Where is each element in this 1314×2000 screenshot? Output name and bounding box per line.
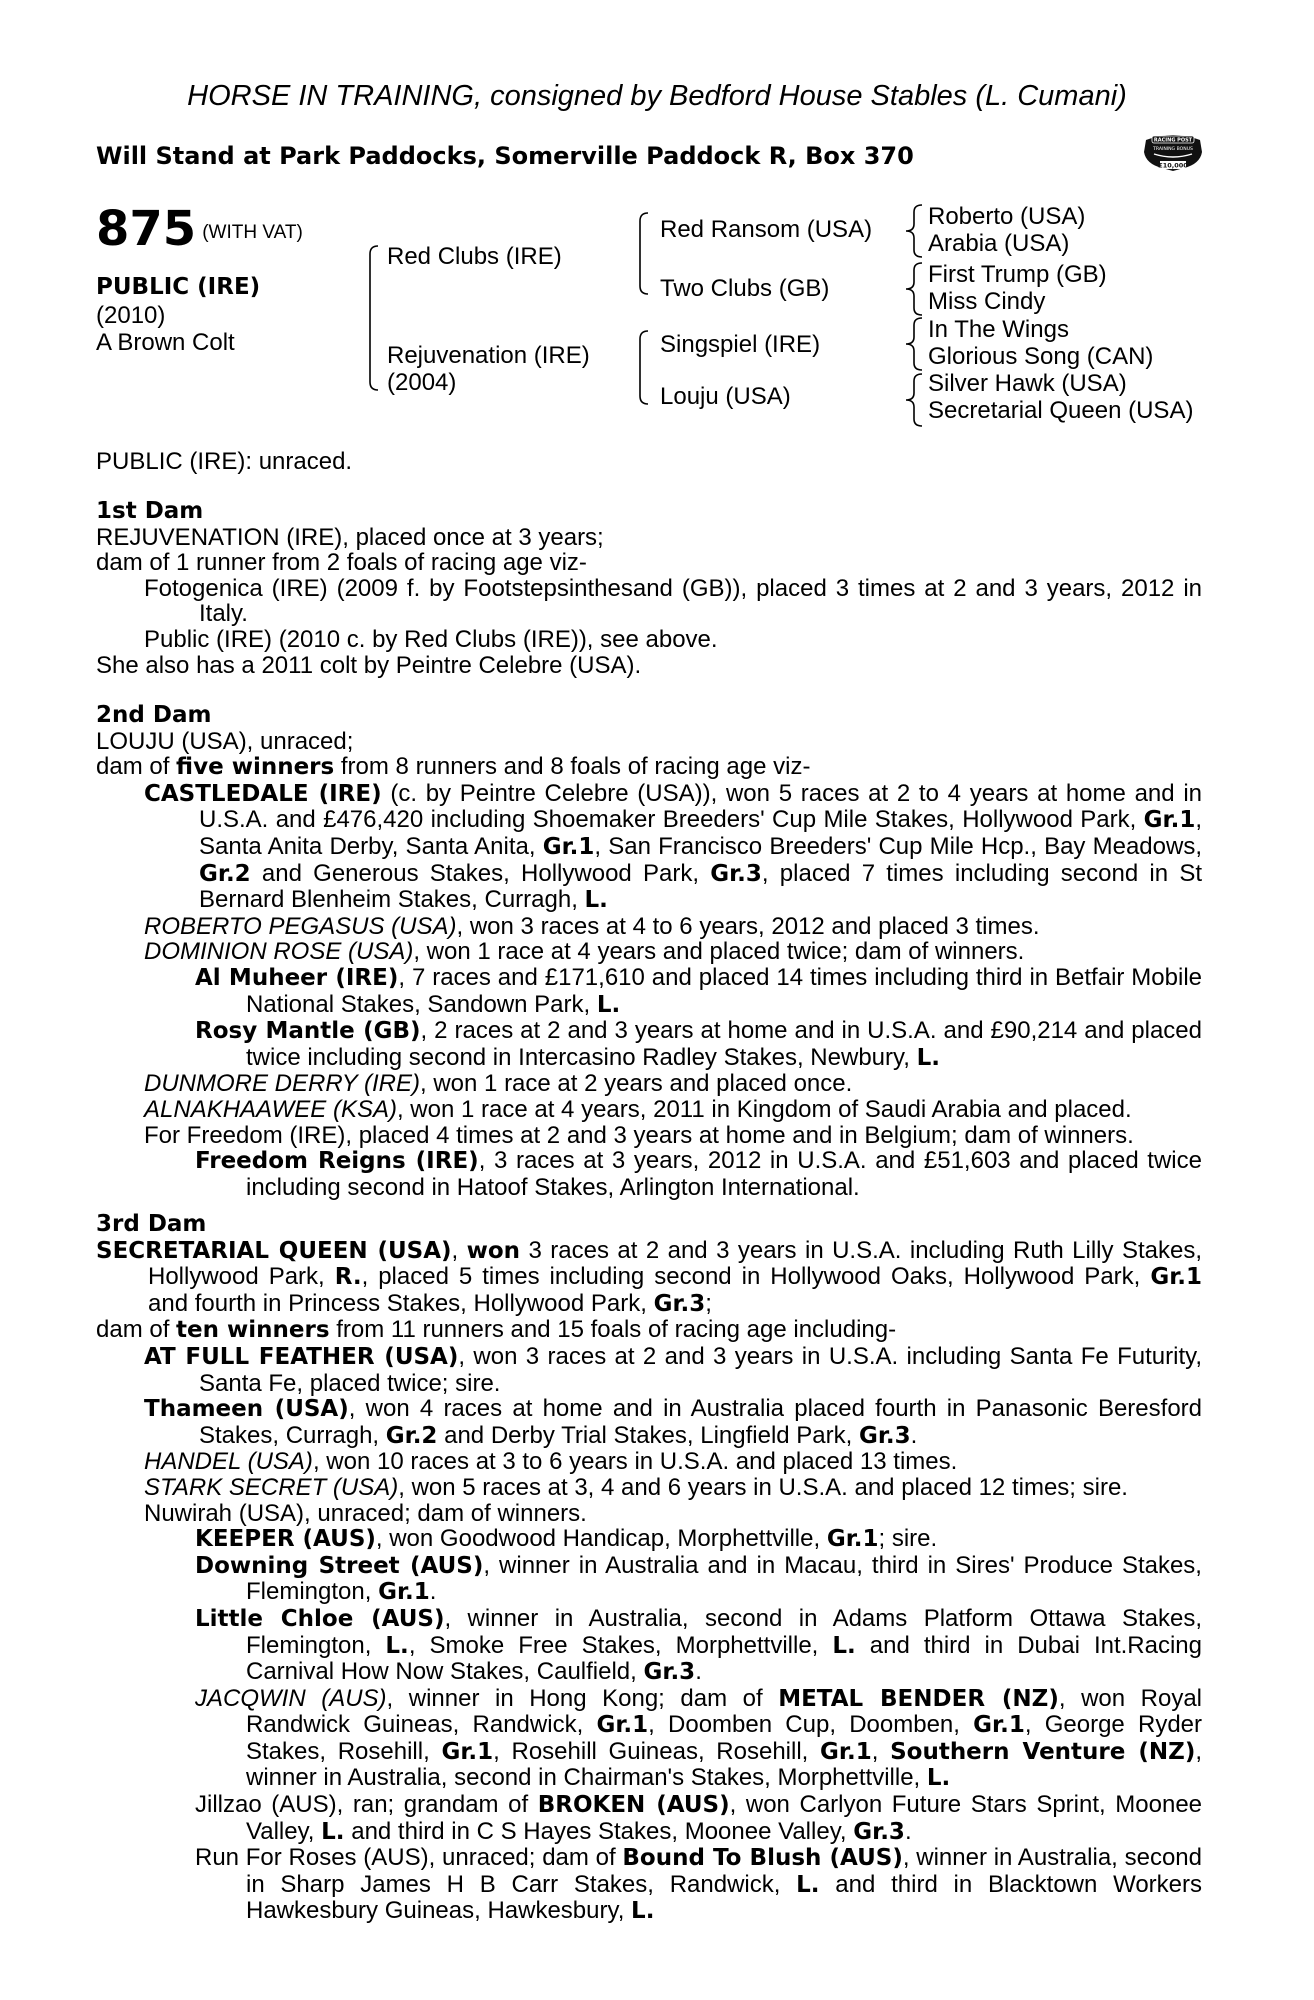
produce-entry: Downing Street (AUS), winner in Australia and in Macau, third in Sires' Produce Stakes, Flemington, Gr.1.	[195, 1551, 1202, 1606]
produce-entry: KEEPER (AUS), won Goodwood Handicap, Morphettville, Gr.1; sire.	[195, 1525, 938, 1553]
first-dam-line: Public (IRE) (2010 c. by Red Clubs (IRE)), see above.	[144, 625, 718, 653]
pedigree-dam: Rejuvenation (IRE)	[387, 342, 590, 369]
produce-entry: Freedom Reigns (IRE), 3 races at 3 years, 2012 in U.S.A. and £51,603 and placed twice including second in Hatoof Stakes, Arlington International.	[195, 1147, 1202, 1201]
produce-entry: Rosy Mantle (GB), 2 races at 2 and 3 years at home and in U.S.A. and £90,214 and placed twice including second in Intercasino Radley Stakes, Newbury, L.	[195, 1017, 1202, 1071]
foaling-year: (2010)	[96, 302, 166, 329]
pedigree-dam-year: (2004)	[387, 369, 457, 396]
produce-entry: STARK SECRET (USA), won 5 races at 3, 4 and 6 years in U.S.A. and placed 12 times; sire.	[144, 1473, 1128, 1501]
produce-entry: Thameen (USA), won 4 races at home and in Australia placed fourth in Panasonic Beresford Stakes, Curragh, Gr.2 and Derby Trial Stakes, Lingfield Park, Gr.3.	[144, 1395, 1202, 1449]
produce-entry: For Freedom (IRE), placed 4 times at 2 and 3 years at home and in Belgium; dam of winners.	[144, 1121, 1134, 1149]
produce-entry: DUNMORE DERRY (IRE), won 1 race at 2 years and placed once.	[144, 1070, 853, 1098]
produce-entry: ALNAKHAAWEE (KSA), won 1 race at 4 years, 2011 in Kingdom of Saudi Arabia and placed.	[144, 1095, 1132, 1123]
pedigree-sdd: Miss Cindy	[928, 288, 1046, 315]
produce-entry: Jillzao (AUS), ran; grandam of BROKEN (AUS), won Carlyon Future Stars Sprint, Moonee Valley, L. and third in C S Hayes Stakes, Moonee Valley, Gr.3.	[195, 1791, 1203, 1845]
badge-amount-text: £10,000	[1158, 161, 1188, 170]
pedigree-dam-sire: Singspiel (IRE)	[660, 331, 821, 358]
stand-location: Will Stand at Park Paddocks, Somerville Paddock R, Box 370	[96, 142, 914, 170]
first-dam-line: REJUVENATION (IRE), placed once at 3 years;	[96, 523, 604, 551]
produce-entry: Little Chloe (AUS), winner in Australia, second in Adams Platform Ottawa Stakes, Flemington, L., Smoke Free Stakes, Morphettville, L. and third in Dubai Int.Racing Carnival How Now Stakes, Caulfield, Gr.3.	[195, 1604, 1203, 1686]
badge-mid-text: TRAINING BONUS	[1153, 147, 1193, 152]
second-dam-produce-line: dam of five winners from 8 runners and 8 foals of racing age viz-	[96, 753, 811, 781]
second-dam-heading: 2nd Dam	[96, 702, 212, 728]
produce-entry: CASTLEDALE (IRE) (c. by Peintre Celebre (USA)), won 5 races at 2 to 4 years at home and in U.S.A. and £476,420 including Shoemaker Breeders' Cup Mile Stakes, Hollywood Park, Gr.1, Santa Anita Derby, Santa Anita, Gr.1, San Francisco Breeders' Cup Mile Hcp., Bay Meadows, Gr.2 and Generous Stakes, Hollywood Park, Gr.3, placed 7 times including second in St Bernard Blenheim Stakes, Curragh, L.	[144, 779, 1202, 914]
second-dam-intro: LOUJU (USA), unraced;	[96, 727, 354, 755]
page-title: HORSE IN TRAINING, consigned by Bedford House Stables (L. Cumani)	[187, 80, 1127, 112]
produce-entry: ROBERTO PEGASUS (USA), won 3 races at 4 to 6 years, 2012 and placed 3 times.	[144, 912, 1040, 940]
pedigree-dds: Silver Hawk (USA)	[928, 370, 1127, 397]
pedigree-dam-dam: Louju (USA)	[660, 383, 791, 410]
first-dam-line: Fotogenica (IRE) (2009 f. by Footstepsinthesand (GB)), placed 3 times at 2 and 3 years, 2012 in Italy.	[144, 574, 1202, 628]
first-dam-heading: 1st Dam	[96, 498, 204, 524]
third-dam-produce-line: dam of ten winners from 11 runners and 15 foals of racing age including-	[96, 1316, 897, 1344]
pedigree-sds: First Trump (GB)	[928, 261, 1107, 288]
horse-description: A Brown Colt	[96, 329, 235, 356]
pedigree-sire-dam: Two Clubs (GB)	[660, 275, 830, 302]
produce-entry: DOMINION ROSE (USA), won 1 race at 4 years and placed twice; dam of winners.	[144, 938, 1025, 966]
second-dam-section	[96, 703, 1202, 1200]
produce-entry: Run For Roses (AUS), unraced; dam of Bound To Blush (AUS), winner in Australia, second in Sharp James H B Carr Stakes, Randwick, L. and third in Blacktown Workers Hawkesbury Guineas, Hawkesbury, L.	[195, 1844, 1202, 1925]
first-dam-section	[96, 499, 1202, 678]
pedigree-ssd: Arabia (USA)	[928, 230, 1070, 257]
produce-entry: Al Muheer (IRE), 7 races and £171,610 and placed 14 times including third in Betfair Mobile National Stakes, Sandown Park, L.	[195, 963, 1202, 1018]
badge-top-text: RACING POST	[1153, 137, 1193, 144]
produce-entry: Nuwirah (USA), unraced; dam of winners.	[144, 1499, 587, 1527]
first-dam-line: She also has a 2011 colt by Peintre Celebre (USA).	[96, 651, 642, 679]
vat-note: (WITH VAT)	[202, 221, 303, 243]
pedigree-ddd: Secretarial Queen (USA)	[928, 397, 1194, 424]
race-summary: PUBLIC (IRE): unraced.	[96, 448, 353, 475]
third-dam-intro: SECRETARIAL QUEEN (USA), won 3 races at 2 and 3 years in U.S.A. including Ruth Lilly Stakes, Hollywood Park, R., placed 5 times including second in Hollywood Oaks, Hollywood Park, Gr.1 and fourth in Princess Stakes, Hollywood Park, Gr.3;	[96, 1236, 1202, 1317]
pedigree-dss: In The Wings	[928, 316, 1069, 343]
pedigree-sss: Roberto (USA)	[928, 203, 1086, 230]
first-dam-line: dam of 1 runner from 2 foals of racing age viz-	[96, 549, 587, 577]
pedigree-dsd: Glorious Song (CAN)	[928, 343, 1154, 370]
produce-entry: HANDEL (USA), won 10 races at 3 to 6 years in U.S.A. and placed 13 times.	[144, 1448, 958, 1476]
pedigree-sire: Red Clubs (IRE)	[387, 243, 562, 270]
produce-entry: JACQWIN (AUS), winner in Hong Kong; dam of METAL BENDER (NZ), won Royal Randwick Guineas, Randwick, Gr.1, Doomben Cup, Doomben, Gr.1, George Ryder Stakes, Rosehill, Gr.1, Rosehill Guineas, Rosehill, Gr.1, Southern Venture (NZ), winner in Australia, second in Chairman's Stakes, Morphettville, L.	[195, 1684, 1203, 1792]
third-dam-heading: 3rd Dam	[96, 1211, 207, 1237]
third-dam-section	[96, 1212, 1202, 1925]
pedigree-sire-sire: Red Ransom (USA)	[660, 216, 873, 243]
horse-name: PUBLIC (IRE)	[96, 274, 261, 300]
lot-number: 875	[96, 201, 197, 257]
produce-entry: AT FULL FEATHER (USA), won 3 races at 2 and 3 years in U.S.A. including Santa Fe Futurity, Santa Fe, placed twice; sire.	[144, 1342, 1202, 1397]
